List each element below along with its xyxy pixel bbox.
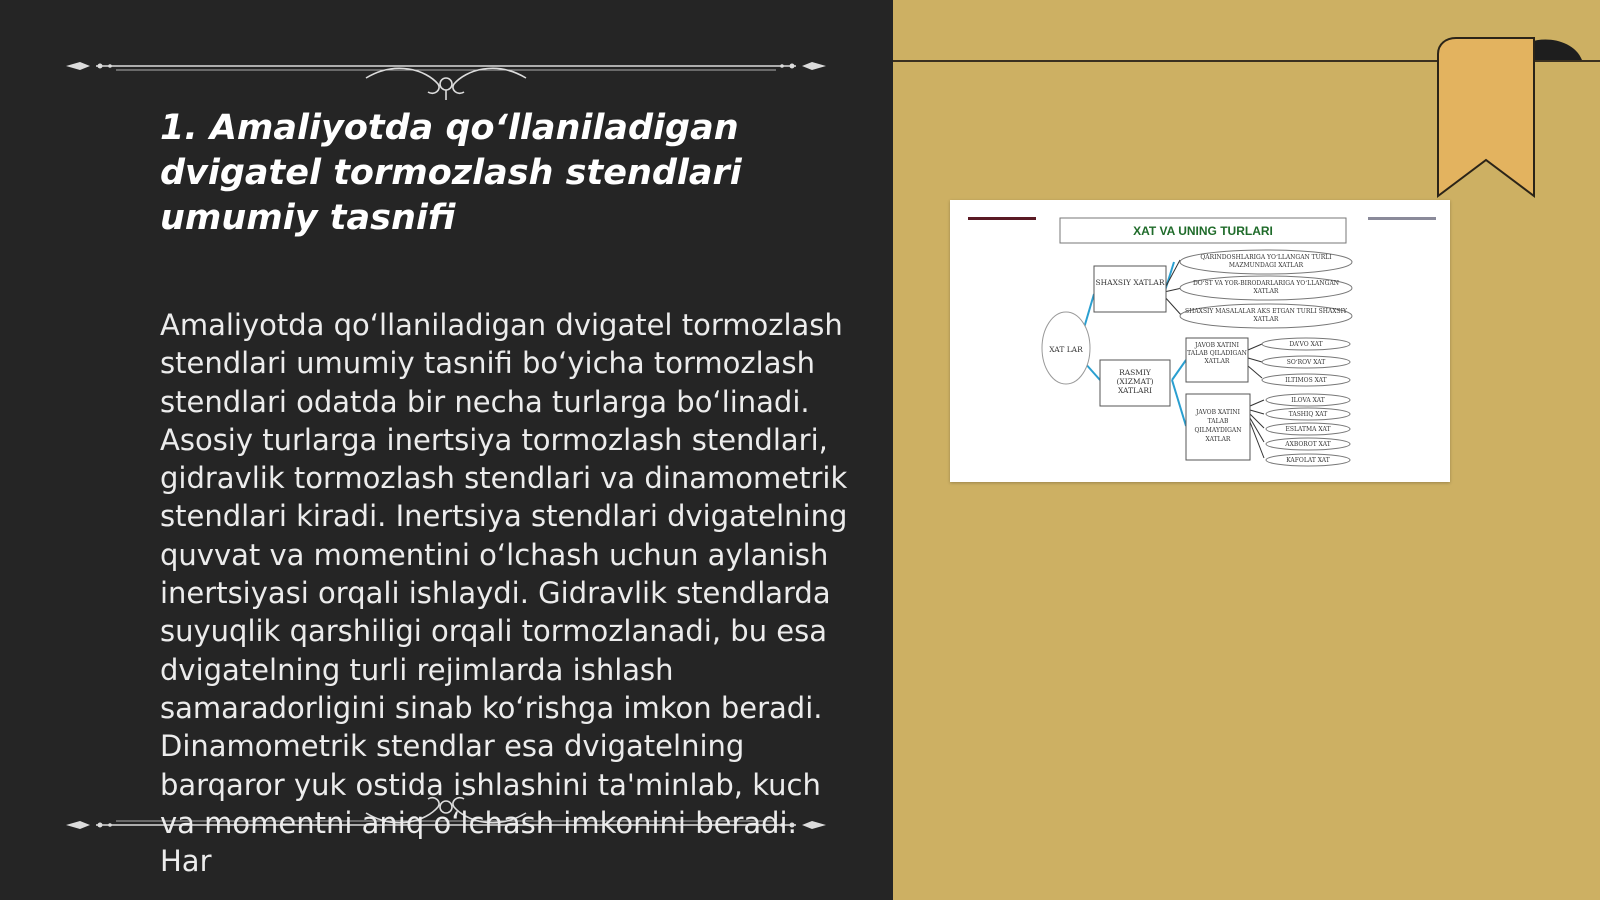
slide-body-text: Amaliyotda qo‘llaniladigan dvigatel tormozlash stendlari umumiy tasnifi bo‘yicha tormozlash stendlari odatda bir necha turlarga bo‘linadi. Asosiy turlarga inertsiya tormozlash stendlari, gidravlik tormozlash stendlari va dinamometrik stendlari kiradi. Inertsiya stendlari dvigatelning quvvat va momentini o‘lchash uchun aylanish inertsiyasi orqali ishlaydi. Gidravlik stendlarda suyuqlik qarshiligi orqali tormozlanadi, bu esa dvigatelning turli rejimlarda ishlash samaradorligini sinab ko‘rishga imkon beradi. Dinamometrik stendlar esa dvigatelning barqaror yuk ostida ishlashini ta'minlab, kuch va momentni aniq o‘lchash imkonini beradi. Har (160, 308, 848, 879)
official-item-3: ILTIMOS XAT (1285, 377, 1327, 384)
official-item-2: SO‘ROV XAT (1286, 359, 1326, 366)
slide-title: 1. Amaliyotda qo‘llaniladigan dvigatel tormozlash stendlari umumiy tasnifi (160, 108, 742, 238)
official-item-8: KAFOLAT XAT (1286, 457, 1330, 464)
official-group-2: JAVOB XATINI TALAB QILMAYDIGAN XATLAR (1194, 409, 1242, 443)
official-item-5: TASHIQ XAT (1288, 411, 1328, 418)
personal-item-3: SHAXSIY MASALALAR AKS ETGAN TURLI SHAXSIY XATLAR (1185, 308, 1347, 323)
branch-personal: SHAXSIY XATLAR (1095, 278, 1165, 287)
personal-item-1: QARINDOSHLARIGA YO‘LLANGAN TURLI MAZMUNDAGI XATLAR (1200, 254, 1332, 269)
diagram-svg (950, 200, 1450, 482)
personal-item-2: DO‘ST VA YOR-BIRODARLARIGA YO‘LLANGAN XATLAR (1192, 280, 1340, 295)
bookmark-icon (1434, 36, 1584, 204)
diagram-heading: XAT VA UNING TURLARI (1133, 224, 1273, 238)
official-item-6: ESLATMA XAT (1285, 426, 1331, 433)
official-item-4: ILOVA XAT (1291, 397, 1325, 404)
official-item-7: AXBOROT XAT (1285, 441, 1331, 448)
official-item-1: DA’VO XAT (1289, 341, 1323, 348)
official-group-1: JAVOB XATINI TALAB QILADIGAN XATLAR (1187, 342, 1247, 365)
branch-official: RASMIY (XIZMAT) XATLARI (1116, 368, 1154, 395)
diagram-image (950, 200, 1450, 482)
top-ornament-icon (66, 40, 826, 100)
diagram-root: XAT LAR (1049, 345, 1083, 354)
